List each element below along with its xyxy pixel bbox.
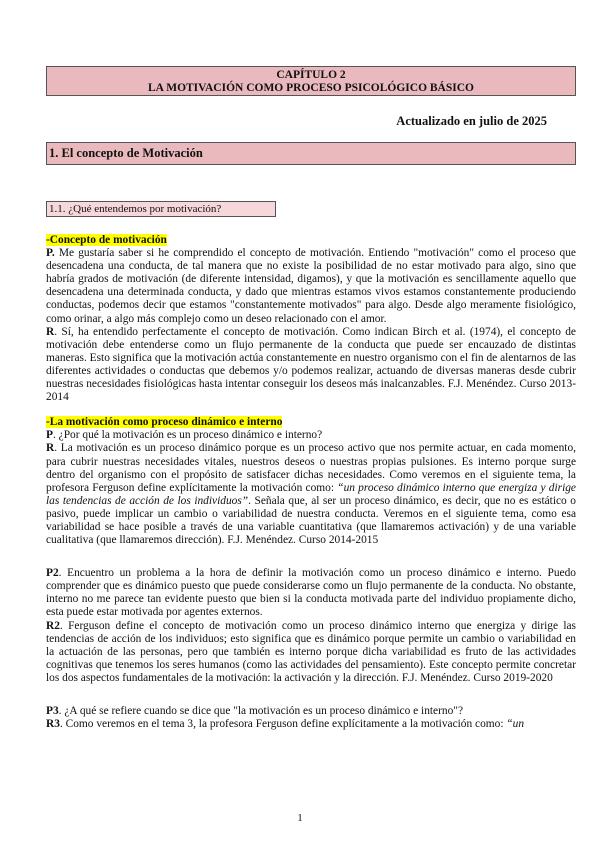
question-paragraph [46, 429, 576, 442]
answer-paragraph [46, 620, 576, 685]
answer-paragraph [46, 326, 576, 405]
question-text: . ¿A qué se refiere cuando se dice que "la motivación es un proceso dinámico e interno"? [58, 705, 463, 717]
answer-text-continued: . Señala que, al ser un proceso dinámico, es decir, que no es estático o pasivo, puede implicar un cambio o variabilidad de nuestra conducta. Veremos en el siguiente tema, como esa variabilidad se hace posible a través de una variable cuantitativa (que llamaremos activación) y de una variable cualitativa (que llamaremos dirección). F.J. Menéndez. Curso 2014-2015 [46, 494, 576, 547]
question-paragraph [46, 567, 576, 619]
question-label: P. [46, 247, 55, 260]
answer-label: R3 [46, 718, 60, 731]
question-label: P [46, 429, 53, 442]
answer-label: R2 [46, 619, 60, 632]
question-text: . ¿Por qué la motivación es un proceso dinámico e interno? [52, 429, 323, 442]
subsection-title: 1.1. ¿Qué entendemos por motivación? [46, 201, 276, 217]
heading-concepto-text: -Concepto de motivación [46, 234, 167, 246]
answer-label: R [46, 325, 55, 338]
page-number: 1 [297, 812, 303, 824]
chapter-header [46, 66, 576, 96]
answer-quote: “un proceso dinámico interno que energiza y dirige las tendencias de acción de los individuos” [46, 481, 576, 507]
answer-paragraph [46, 442, 576, 547]
question-paragraph [46, 705, 576, 718]
answer-text: . Ferguson define el concepto de motivación como un proceso dinámico interno que energiza y dirige las tendencias de acción de los individuos; esto significa que es dinámico porque permite un cambio o variabilidad en la actuación de las personas, pero que también es interno porque dicha variabilidad es fruto de las actividades cognitivas que tenemos los seres humanos (como las actividades del pensamiento). Este concepto permite concretar los dos aspectos fundamentales de la motivación: la activación y la dirección. F.J. Menéndez. Curso 2019-2020 [46, 619, 576, 684]
question-text: Me gustaría saber si he comprendido el concepto de motivación. Entiendo "motivación" como el proceso que desencadena una conducta, de tal manera que no existe la posibilidad de no estar motivado para algo, sino que habría grados de motivación (de diferente intensidad, digamos), y que la motivación es sencillamente aquello que desencadena una determinada conducta, y dado que mientras estamos vivos estamos constantemente produciendo conductas, podemos decir que estamos "constantemente motivados" para algo. Desde algo meramente fisiológico, como orinar, a algo más complejo como un deseo relacionado con el amor. [46, 247, 576, 325]
document-body [46, 234, 576, 731]
section-title: 1. El concepto de Motivación [46, 142, 576, 165]
answer-text: . La motivación es un proceso dinámico porque es un proceso activo que nos permite actuar, en cada momento, para cubrir nuestras necesidades vitales, nuestros deseos o nuestras propias pulsiones. Es interno porque surge dentro del organismo con el propósito de satisfacer dichas necesidades. Como veremos en el siguiente tema, la profesora Ferguson define explícitamente la motivación como: [46, 442, 576, 494]
question-paragraph [46, 247, 576, 326]
chapter-title: LA MOTIVACIÓN COMO PROCESO PSICOLÓGICO BÁSICO [148, 82, 474, 94]
heading-dinamico-text: -La motivación como proceso dinámico e interno [46, 416, 283, 429]
answer-label: R [46, 442, 55, 455]
question-label: P3 [46, 705, 59, 717]
answer-quote: “un [506, 718, 525, 731]
answer-paragraph [46, 718, 576, 731]
chapter-number: CAPÍTULO 2 [276, 69, 346, 81]
question-label: P2 [46, 567, 59, 580]
update-date: Actualizado en julio de 2025 [396, 114, 547, 128]
answer-text: . Como veremos en el tema 3, la profesora Ferguson define explícitamente a la motivación como: [59, 718, 507, 731]
heading-dinamico [46, 416, 576, 429]
question-text: . Encuentro un problema a la hora de definir la motivación como un proceso dinámico e interno. Puedo comprender que es dinámico puesto que puede considerarse como un flujo permanente de la conducta. No obstante, interno no me parece tan evidente puesto que bien si la conducta motivada parte del individuo propiamente dicho, esta puede estar motivada por agentes externos. [46, 567, 576, 619]
answer-text: . Sí, ha entendido perfectamente el concepto de motivación. Como indican Birch et al. (1974), el concepto de motivación debe entenderse como un flujo permanente de la conducta que puede ser encauzado de distintas maneras. Esto significa que la motivación actúa constantemente en nuestro organismo con el fin de alentarnos de las diferentes actividades o conductas que debemos y/o podemos realizar, actuando de diversas maneras desde cubrir nuestras necesidades fisiológicas hasta intentar conseguir los deseos más inalcanzables. F.J. Menéndez. Curso 2013-2014 [46, 325, 576, 404]
heading-concepto [46, 234, 576, 247]
